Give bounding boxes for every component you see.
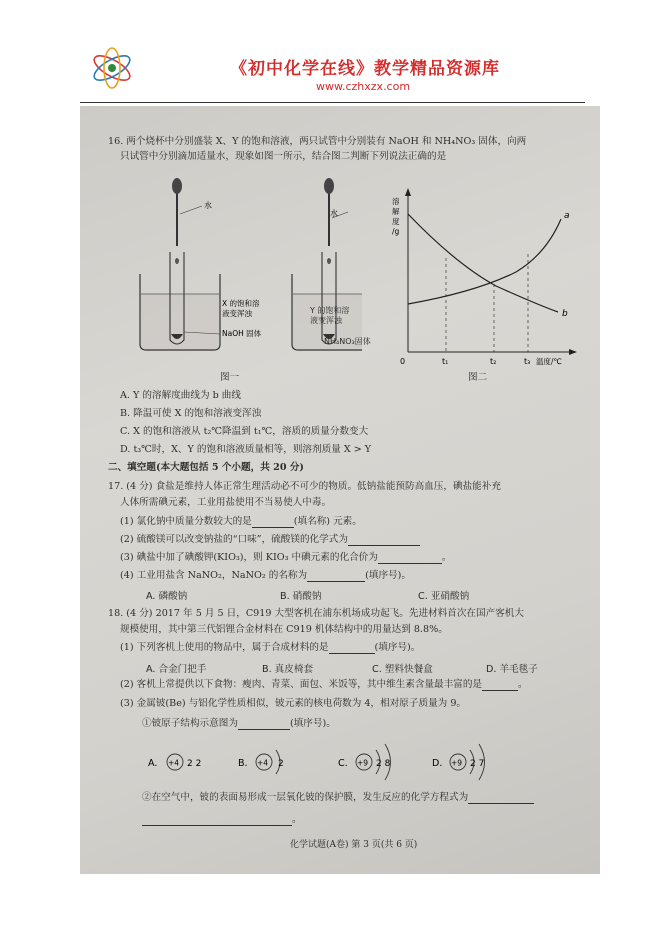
svg-text:+4: +4 [168,758,180,768]
q18-p1-option-d: D. 羊毛毯子 [486,664,538,675]
q17-part1-blank[interactable] [252,517,294,528]
q18-part3: (3) 金属铍(Be) 与铝化学性质相似，铍元素的核电荷数为 4，相对原子质量为 9。 [120,698,467,709]
q17-option-c: C. 亚硝酸钠 [418,591,470,602]
q17-stem-line1: 17. (4 分) 食盐是维持人体正常生理活动必不可少的物质。低钠盐能预防高血压，碘盐能补充 [108,481,501,492]
q17-part4-blank[interactable] [307,571,365,582]
ylabel-char-3: 度 [392,217,400,226]
q18-part3-2-cont [142,814,302,826]
q16-stem-line2: 只试管中分别滴加适量水，现象如图一所示，结合图二判断下列说法正确的是 [120,151,447,162]
q18-part1 [120,642,420,654]
ylabel-char-4: /g [392,227,400,236]
q17-part1 [120,516,362,528]
svg-text:2 2: 2 2 [187,759,202,769]
tick-t2: t₂ [490,357,497,366]
q16-option-a: A. Y 的溶解度曲线为 b 曲线 [120,390,241,401]
exam-page [102,124,584,859]
figure-two-solubility-chart [386,174,586,384]
q17-part4-text: (4) 工业用盐含 NaNO₂，NaNO₂ 的名称为 [120,570,308,581]
q18-part1-blank[interactable] [329,643,375,654]
water-label-a: 水 [204,201,212,210]
page-footer: 化学试题(A卷) 第 3 页(共 6 页) [290,840,418,850]
svg-text:2 8: 2 8 [376,759,391,769]
q18-part3-2-blank-b[interactable] [142,815,292,826]
atom-logo-icon [88,44,136,92]
svg-text:2: 2 [278,759,284,769]
beaker-b-label-2: 液变浑浊 [310,316,342,325]
atom-option-d[interactable] [432,744,485,780]
q17-part2 [120,534,420,546]
q18-part1-text: (1) 下列客机上使用的物品中，属于合成材料的是 [120,642,329,653]
q16-stem-line1: 16. 两个烧杯中分别盛装 X、Y 的饱和溶液，两只试管中分别装有 NaOH 和 NH₄NO₃ 固体，向两 [108,136,527,147]
q18-part2: (2) 客机上常提供以下食物：瘦肉、青菜、面包、米饭等，其中维生素含量最丰富的是 。 [120,679,528,690]
curve-a-label: a [564,211,570,221]
ylabel-char-2: 解 [392,207,400,216]
atom-structure-options [142,738,522,782]
q18-part2-text: (2) 客机上常提供以下食物：瘦肉、青菜、面包、米饭等，其中维生素含量最丰富的是 [120,679,483,690]
q16-option-c: C. X 的饱和溶液从 t₂℃降温到 t₁℃，溶质的质量分数变大 [120,426,369,437]
header-title: 《初中化学在线》教学精品资源库 [230,59,500,79]
beaker-a-label-2: 液变浑浊 [222,309,252,318]
tick-t1: t₁ [442,357,449,366]
svg-text:D.: D. [432,758,443,769]
tick-t3: t₃ [524,357,531,366]
q17-part1-suffix: (填名称) 元素。 [293,516,362,527]
curve-b-label: b [562,309,568,319]
beaker-b-solid: NH₄NO₃固体 [324,337,371,346]
q17-stem-line2: 人体所需碘元素，工业用盐使用不当易使人中毒。 [120,497,332,508]
svg-text:2 7: 2 7 [470,759,485,769]
beaker-a-label-1: X 的饱和溶 [222,299,260,308]
q17-part2-blank[interactable] [348,535,420,546]
q17-part4 [120,570,411,582]
q18-part3-1 [142,718,336,730]
q16-option-d: D. t₃℃时，X、Y 的饱和溶液质量相等，则溶剂质量 X > Y [120,444,372,455]
q18-part3-2 [142,792,534,804]
q18-stem-line2: 规模使用，其中第三代铝锂合金材料在 C919 机体结构中的用量达到 8.8%。 [120,624,448,635]
q18-part3-2-end: 。 [292,814,302,825]
atom-option-b[interactable] [238,750,284,774]
q18-part1-suffix: (填序号)。 [374,642,421,653]
svg-text:+9: +9 [357,758,369,768]
atom-option-a[interactable] [148,754,201,770]
figure-one-caption: 图一 [220,372,240,383]
q17-option-a: A. 磷酸钠 [146,591,188,602]
q18-part3-2-text: ②在空气中，铍的表面易形成一层氧化铍的保护膜，发生反应的化学方程式为 [142,792,469,803]
water-label-b: 水 [330,209,338,218]
svg-text:A.: A. [148,758,158,769]
q18-part3-1-suffix: (填序号)。 [289,718,336,729]
q18-part3-1-blank[interactable] [238,719,290,730]
ylabel-char-1: 溶 [392,197,400,206]
q17-part3: (3) 碘盐中加了碘酸钾(KIO₃)，则 KIO₃ 中碘元素的化合价为 。 [120,552,452,563]
q17-option-b: B. 硝酸钠 [280,591,322,602]
beaker-b-label-1: Y 的饱和溶 [310,306,350,315]
q17-part3-blank[interactable] [378,553,442,564]
xlabel: 温度/℃ [536,357,562,366]
q18-part3-1-text: ①铍原子结构示意图为 [142,718,238,729]
q18-part2-blank[interactable] [482,680,518,691]
svg-text:+4: +4 [257,758,269,768]
q18-part3-2-blank-a[interactable] [468,793,534,804]
svg-text:B.: B. [238,758,248,769]
resource-header [80,40,585,103]
atom-option-c[interactable] [338,744,391,780]
q18-p1-option-a: A. 合金门把手 [146,664,207,675]
q18-p1-option-c: C. 塑料快餐盒 [372,664,433,675]
section-two-heading: 二、填空题(本大题包括 5 个小题，共 20 分) [108,462,304,473]
svg-text:C.: C. [338,758,348,769]
curve-b [408,214,558,312]
q16-option-b: B. 降温可使 X 的饱和溶液变浑浊 [120,408,262,419]
q17-part4-suffix: (填序号)。 [365,570,411,581]
q17-part3-text: (3) 碘盐中加了碘酸钾(KIO₃)，则 KIO₃ 中碘元素的化合价为 [120,552,378,563]
figure-two-caption: 图二 [468,372,488,383]
q18-stem-line1: 18. (4 分) 2017 年 5 月 5 日，C919 大型客机在浦东机场成功起飞。先进材料首次在国产客机大 [108,608,524,619]
q17-part1-text: (1) 氯化钠中质量分数较大的是 [120,516,252,527]
header-url: www.czhxzx.com [316,80,411,93]
exam-photo [80,106,600,874]
q17-part2-text: (2) 硫酸镁可以改变钠盐的“口味”，硫酸镁的化学式为 [120,534,348,545]
q18-p1-option-b: B. 真皮椅套 [262,664,314,675]
beaker-a-solid: NaOH 固体 [222,329,262,338]
svg-text:+9: +9 [451,758,463,768]
origin-label: 0 [400,357,406,366]
curve-a [408,219,561,304]
